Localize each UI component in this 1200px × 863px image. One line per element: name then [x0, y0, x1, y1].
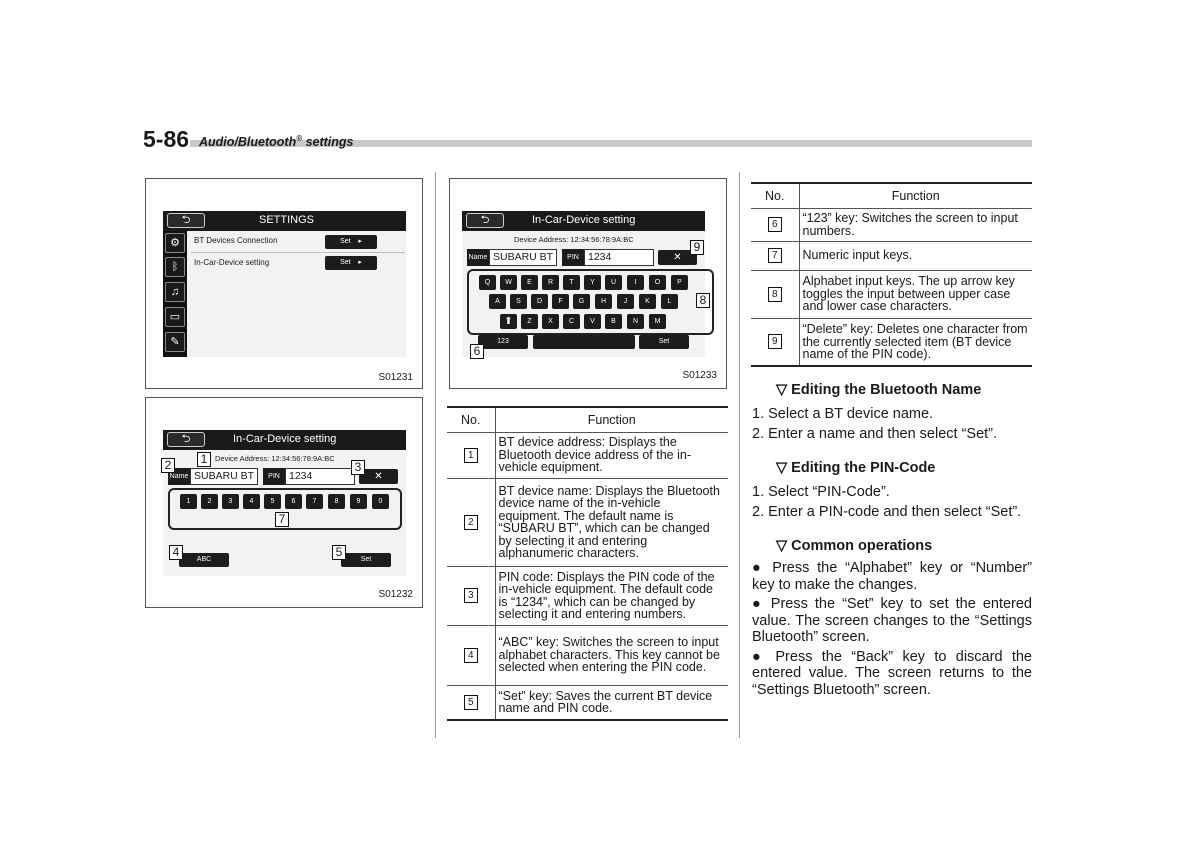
- bullet: ● Press the “Set” key to set the entered value. The screen changes to the “Settings Bluetooth” screen.: [752, 596, 1032, 645]
- key-d[interactable]: D: [531, 294, 548, 309]
- callout-9: 9: [690, 240, 704, 255]
- bluetooth-icon[interactable]: ᛒ: [165, 257, 185, 277]
- section-heading: ▽ Editing the PIN-Code: [776, 460, 936, 476]
- figure-caption: S01232: [378, 589, 413, 600]
- key-s[interactable]: S: [510, 294, 527, 309]
- shift-key-icon[interactable]: ⬆: [500, 314, 517, 329]
- col-header-function: Function: [799, 183, 1032, 208]
- key-o[interactable]: O: [649, 275, 666, 290]
- key-8[interactable]: 8: [328, 494, 345, 509]
- col-header-no: No.: [447, 407, 495, 432]
- music-icon[interactable]: ♫: [165, 282, 185, 302]
- table-row: 7 Numeric input keys.: [751, 241, 1032, 270]
- set-button[interactable]: Set ▸: [325, 235, 377, 249]
- table-row: 4 “ABC” key: Switches the screen to input alphabet characters. This key cannot be selected when entering the PIN code.: [447, 625, 728, 685]
- key-u[interactable]: U: [605, 275, 622, 290]
- pin-field[interactable]: 1234: [285, 468, 355, 485]
- table-row: 9 “Delete” key: Deletes one character from the currently selected item (BT device name of the PIN code).: [751, 318, 1032, 366]
- pin-label: PIN: [263, 468, 285, 485]
- pin-field[interactable]: 1234: [584, 249, 654, 266]
- figure-numeric-input: [145, 397, 423, 608]
- page-title: Audio/Bluetooth® settings: [199, 134, 354, 150]
- set-button[interactable]: Set: [639, 335, 689, 349]
- step: 2. Enter a name and then select “Set”.: [752, 425, 998, 442]
- bullet: ● Press the “Back” key to discard the entered value. The screen returns to the “Settings Bluetooth” screen.: [752, 648, 1032, 698]
- table-row: 5 “Set” key: Saves the current BT device name and PIN code.: [447, 685, 728, 720]
- name-field[interactable]: SUBARU BT: [489, 249, 557, 266]
- table-row: 3 PIN code: Displays the PIN code of the in-vehicle equipment. The default code is “1234”, which can be changed by selecting it and entering numbers.: [447, 566, 728, 625]
- key-p[interactable]: P: [671, 275, 688, 290]
- key-v[interactable]: V: [584, 314, 601, 329]
- title-bar: [163, 430, 406, 450]
- title-bar: [462, 211, 705, 231]
- key-b[interactable]: B: [605, 314, 622, 329]
- section-heading: ▽ Common operations: [776, 538, 933, 554]
- key-g[interactable]: G: [573, 294, 590, 309]
- back-button[interactable]: ⮌: [466, 213, 504, 228]
- bullet: ● Press the “Alphabet” key or “Number” key to make the changes.: [752, 560, 1032, 593]
- column-divider: [739, 172, 740, 738]
- number-key-button[interactable]: 123: [478, 335, 528, 349]
- figure-caption: S01231: [378, 372, 413, 383]
- key-z[interactable]: Z: [521, 314, 538, 329]
- key-r[interactable]: R: [542, 275, 559, 290]
- step: 1. Select a BT device name.: [752, 406, 934, 422]
- space-key[interactable]: [533, 335, 635, 349]
- set-button[interactable]: Set ▸: [325, 256, 377, 270]
- pin-label: PIN: [562, 249, 584, 266]
- callout-8: 8: [696, 293, 710, 308]
- callout-4: 4: [169, 545, 183, 560]
- key-i[interactable]: I: [627, 275, 644, 290]
- key-k[interactable]: K: [639, 294, 656, 309]
- delete-button[interactable]: ✕: [658, 250, 697, 265]
- name-label: Name: [168, 468, 190, 485]
- figure-alphabet-input: [449, 178, 727, 389]
- key-c[interactable]: C: [563, 314, 580, 329]
- key-5[interactable]: 5: [264, 494, 281, 509]
- row-label: BT Devices Connection: [194, 236, 278, 245]
- settings-screen: [163, 211, 406, 357]
- screen-title: In-Car-Device setting: [532, 214, 636, 226]
- page-number: 5-86: [143, 126, 190, 152]
- back-button[interactable]: ⮌: [167, 213, 205, 228]
- key-0[interactable]: 0: [372, 494, 389, 509]
- key-7[interactable]: 7: [306, 494, 323, 509]
- table-row: 2 BT device name: Displays the Bluetooth device name of the in-vehicle equipment. The default name is “SUBARU BT”, which can be changed by selecting it and entering alphanumeric characters.: [447, 478, 728, 566]
- name-field[interactable]: SUBARU BT: [190, 468, 258, 485]
- set-button[interactable]: Set: [341, 553, 391, 567]
- name-label: Name: [467, 249, 489, 266]
- key-2[interactable]: 2: [201, 494, 218, 509]
- col-header-function: Function: [495, 407, 728, 432]
- key-4[interactable]: 4: [243, 494, 260, 509]
- key-6[interactable]: 6: [285, 494, 302, 509]
- callout-2: 2: [161, 458, 175, 473]
- delete-button[interactable]: ✕: [359, 469, 398, 484]
- callout-1: 1: [197, 452, 211, 467]
- section-heading: ▽ Editing the Bluetooth Name: [776, 382, 982, 398]
- key-t[interactable]: T: [563, 275, 580, 290]
- table-row: 6 “123” key: Switches the screen to input numbers.: [751, 208, 1032, 241]
- title-bar: [163, 211, 406, 231]
- table-row: 1 BT device address: Displays the Bluetooth device address of the in-vehicle equipment.: [447, 432, 728, 478]
- device-address: Device Address: 12:34:56:78:9A:BC: [215, 454, 335, 463]
- callout-3: 3: [351, 460, 365, 475]
- callout-table-1: [447, 406, 728, 721]
- key-q[interactable]: Q: [479, 275, 496, 290]
- callout-7: 7: [275, 512, 289, 527]
- key-f[interactable]: F: [552, 294, 569, 309]
- row-label: In-Car-Device setting: [194, 258, 270, 267]
- abc-button[interactable]: ABC: [179, 553, 229, 567]
- wrench-icon[interactable]: ✎: [165, 332, 185, 352]
- key-n[interactable]: N: [627, 314, 644, 329]
- callout-6: 6: [470, 344, 484, 359]
- col-header-no: No.: [751, 183, 799, 208]
- column-divider: [435, 172, 436, 738]
- key-m[interactable]: M: [649, 314, 666, 329]
- key-9[interactable]: 9: [350, 494, 367, 509]
- key-a[interactable]: A: [489, 294, 506, 309]
- key-j[interactable]: J: [617, 294, 634, 309]
- screen-title: In-Car-Device setting: [233, 433, 337, 445]
- back-button[interactable]: ⮌: [167, 432, 205, 447]
- figure-caption: S01233: [682, 370, 717, 381]
- key-e[interactable]: E: [521, 275, 538, 290]
- key-3[interactable]: 3: [222, 494, 239, 509]
- step: 2. Enter a PIN-code and then select “Set”.: [752, 503, 1022, 520]
- callout-5: 5: [332, 545, 346, 560]
- in-car-device-screen: [462, 211, 705, 357]
- icon-column: [163, 231, 187, 357]
- callout-table-2: [751, 182, 1032, 367]
- key-y[interactable]: Y: [584, 275, 601, 290]
- key-1[interactable]: 1: [180, 494, 197, 509]
- gear-icon[interactable]: ⚙: [165, 233, 185, 253]
- instructions: [752, 382, 1032, 698]
- display-icon[interactable]: ▭: [165, 307, 185, 327]
- key-h[interactable]: H: [595, 294, 612, 309]
- key-l[interactable]: L: [661, 294, 678, 309]
- figure-settings: [145, 178, 423, 389]
- step: 1. Select “PIN-Code”.: [752, 484, 890, 500]
- table-row: 8 Alphabet input keys. The up arrow key toggles the input between upper case and lower case characters.: [751, 270, 1032, 318]
- device-address: Device Address: 12:34:56:78:9A:BC: [514, 235, 634, 244]
- key-w[interactable]: W: [500, 275, 517, 290]
- key-x[interactable]: X: [542, 314, 559, 329]
- screen-title: SETTINGS: [259, 214, 315, 226]
